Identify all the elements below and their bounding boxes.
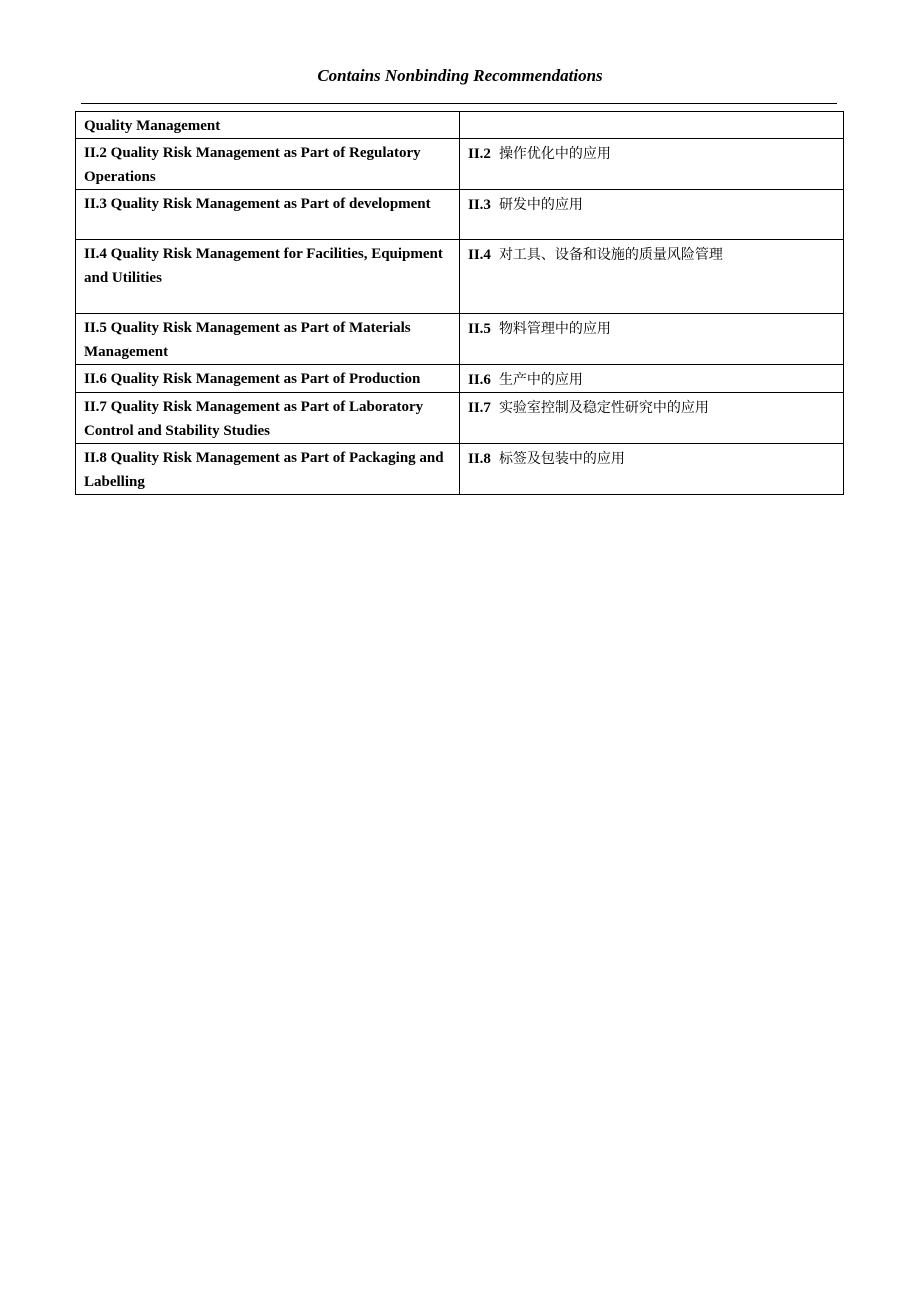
chinese-heading-text: 物料管理中的应用 [498, 321, 611, 337]
chinese-heading-cell [460, 444, 844, 495]
header-divider [81, 103, 837, 104]
english-heading-cell: II.4 Quality Risk Management for Facilities, Equipment and Utilities [76, 240, 460, 314]
chinese-heading-cell [460, 139, 844, 190]
table-row [76, 393, 844, 444]
chinese-heading-text: 对工具、设备和设施的质量风险管理 [498, 247, 723, 263]
table-row [76, 139, 844, 190]
table-row [76, 190, 844, 240]
chinese-heading-text: 标签及包装中的应用 [498, 451, 625, 467]
table-row [76, 444, 844, 495]
table-row [76, 314, 844, 365]
english-heading-cell: II.5 Quality Risk Management as Part of Materials Management [76, 314, 460, 365]
chinese-heading-text: 生产中的应用 [498, 372, 583, 388]
chinese-heading-cell [460, 240, 844, 314]
section-number: II.8 [468, 451, 491, 467]
table-row [76, 112, 844, 139]
chinese-heading-cell [460, 393, 844, 444]
english-heading-cell: II.8 Quality Risk Management as Part of Packaging and Labelling [76, 444, 460, 495]
english-heading-cell: II.2 Quality Risk Management as Part of Regulatory Operations [76, 139, 460, 190]
english-heading-cell: II.6 Quality Risk Management as Part of Production [76, 365, 460, 393]
section-number: II.2 [468, 146, 491, 162]
section-number: II.5 [468, 321, 491, 337]
chinese-heading-cell [460, 190, 844, 240]
bilingual-section-table [75, 111, 844, 495]
section-number: II.7 [468, 400, 491, 416]
chinese-heading-cell [460, 112, 844, 139]
chinese-heading-cell [460, 314, 844, 365]
english-heading-cell: II.7 Quality Risk Management as Part of Laboratory Control and Stability Studies [76, 393, 460, 444]
chinese-heading-cell [460, 365, 844, 393]
chinese-heading-text: 实验室控制及稳定性研究中的应用 [498, 400, 709, 416]
section-number: II.4 [468, 247, 491, 263]
section-number: II.3 [468, 197, 491, 213]
english-heading-cell: II.3 Quality Risk Management as Part of development [76, 190, 460, 240]
page-header-title: Contains Nonbinding Recommendations [317, 66, 603, 85]
table-row [76, 365, 844, 393]
chinese-heading-text: 研发中的应用 [498, 197, 583, 213]
table-row [76, 240, 844, 314]
english-heading-cell: Quality Management [76, 112, 460, 139]
section-number: II.6 [468, 372, 491, 388]
chinese-heading-text: 操作优化中的应用 [498, 146, 611, 162]
